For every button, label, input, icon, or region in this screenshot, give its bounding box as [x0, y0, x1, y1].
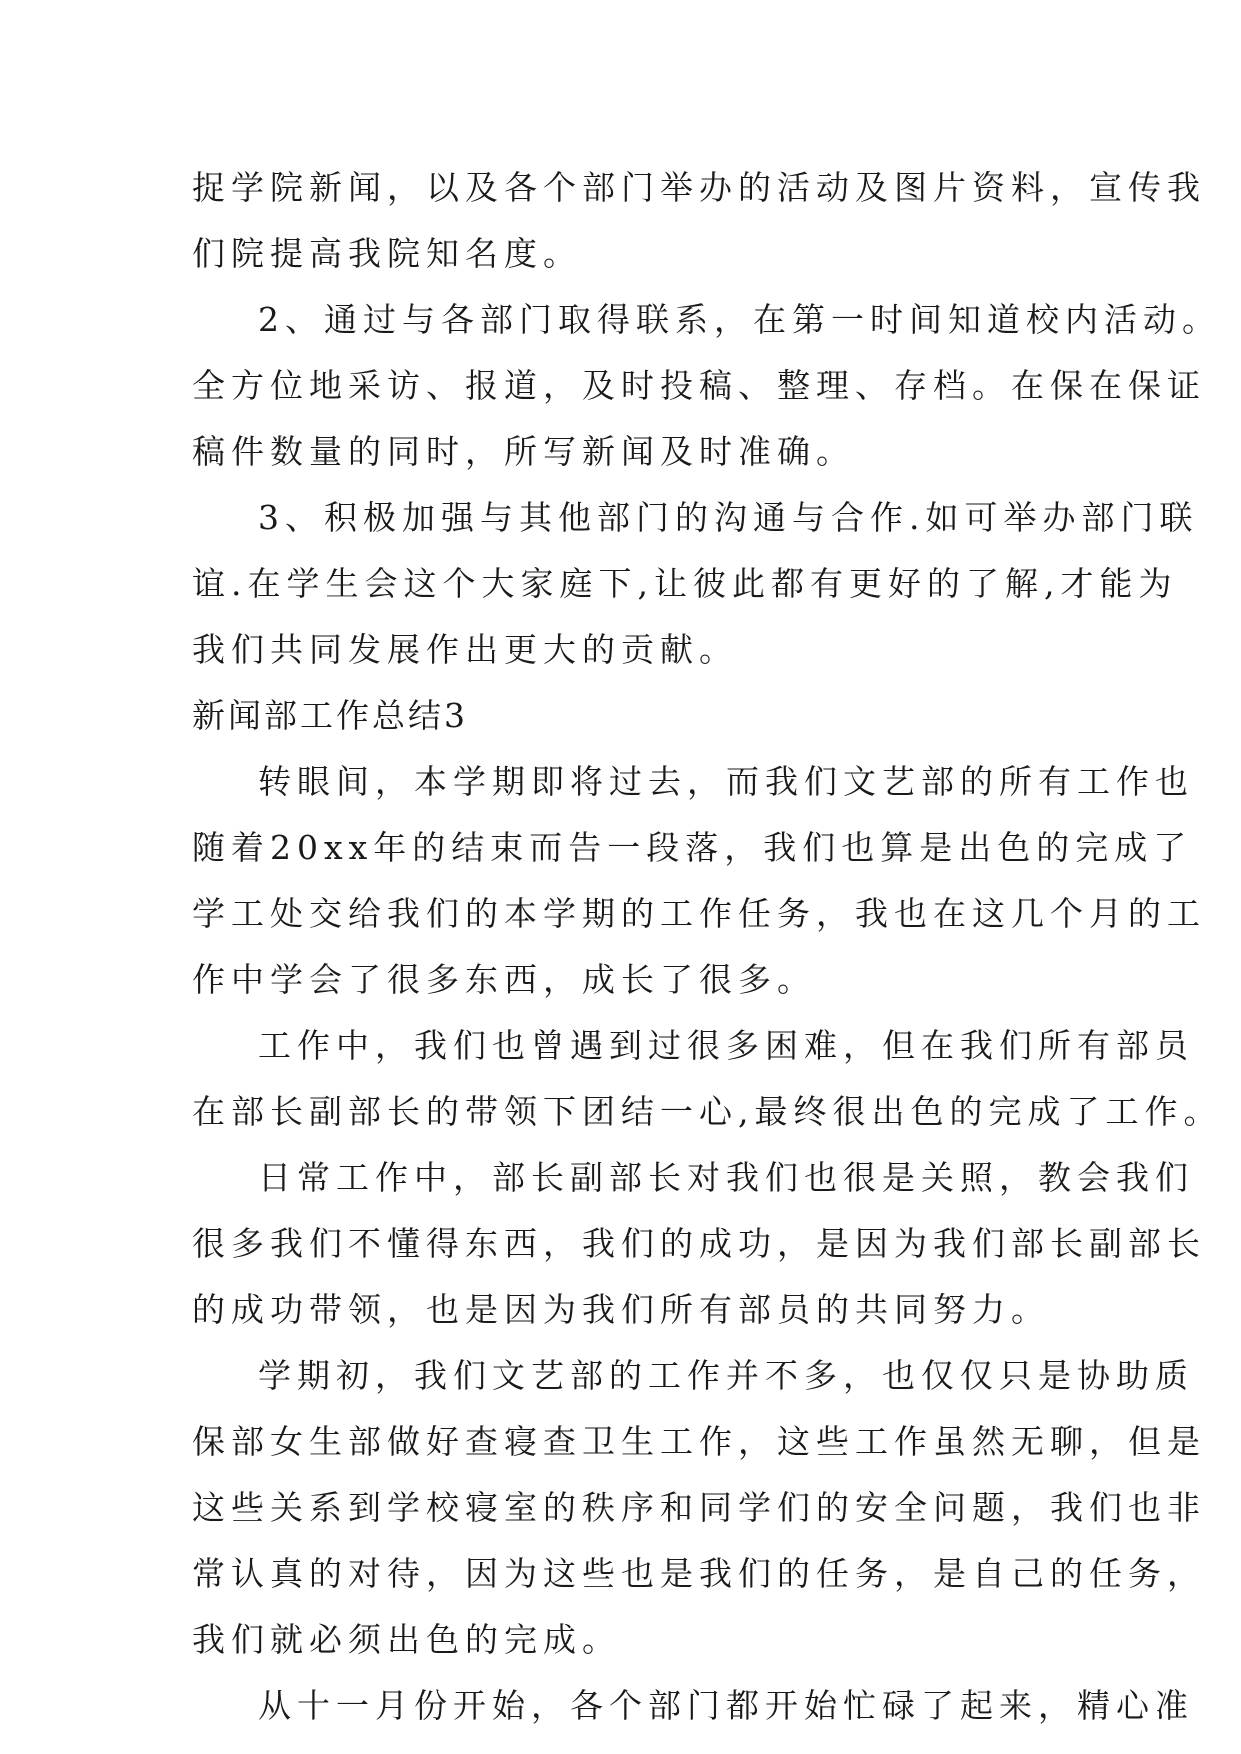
text-line: 很多我们不懂得东西，我们的成功，是因为我们部长副部长: [192, 1224, 1206, 1263]
text-line: 的成功带领，也是因为我们所有部员的共同努力。: [192, 1290, 1050, 1329]
text-line: 2、通过与各部门取得联系，在第一时间知道校内活动。: [258, 300, 1221, 339]
text-line: 3、积极加强与其他部门的沟通与合作.如可举办部门联: [258, 498, 1199, 537]
text-line: 稿件数量的同时，所写新闻及时准确。: [192, 432, 855, 471]
text-line: 日常工作中，部长副部长对我们也很是关照，教会我们: [258, 1158, 1194, 1197]
text-line: 转眼间，本学期即将过去，而我们文艺部的所有工作也: [258, 762, 1194, 801]
text-line: 常认真的对待，因为这些也是我们的任务，是自己的任务，: [192, 1554, 1206, 1593]
text-line: 学工处交给我们的本学期的工作任务，我也在这几个月的工: [192, 894, 1206, 933]
text-line: 保部女生部做好查寝查卫生工作，这些工作虽然无聊，但是: [192, 1422, 1206, 1461]
text-line: 们院提高我院知名度。: [192, 234, 582, 273]
text-line: 学期初，我们文艺部的工作并不多，也仅仅只是协助质: [258, 1356, 1194, 1395]
text-line: 谊.在学生会这个大家庭下,让彼此都有更好的了解,才能为: [192, 564, 1178, 603]
text-line: 全方位地采访、报道，及时投稿、整理、存档。在保在保证: [192, 366, 1206, 405]
text-line: 我们共同发展作出更大的贡献。: [192, 630, 738, 669]
text-line: 随着20xx年的结束而告一段落，我们也算是出色的完成了: [192, 828, 1193, 867]
text-line: 这些关系到学校寝室的秩序和同学们的安全问题，我们也非: [192, 1488, 1206, 1527]
text-line: 在部长副部长的带领下团结一心,最终很出色的完成了工作。: [192, 1092, 1223, 1131]
document-page: [192, 155, 1223, 1739]
text-line: 我们就必须出色的完成。: [192, 1620, 621, 1659]
text-line: 捉学院新闻，以及各个部门举办的活动及图片资料，宣传我: [192, 168, 1206, 207]
text-line: 作中学会了很多东西，成长了很多。: [192, 960, 816, 999]
text-line: 工作中，我们也曾遇到过很多困难，但在我们所有部员: [258, 1026, 1194, 1065]
section-heading: 新闻部工作总结3: [192, 696, 468, 735]
text-line: 从十一月份开始，各个部门都开始忙碌了起来，精心准: [258, 1686, 1194, 1725]
